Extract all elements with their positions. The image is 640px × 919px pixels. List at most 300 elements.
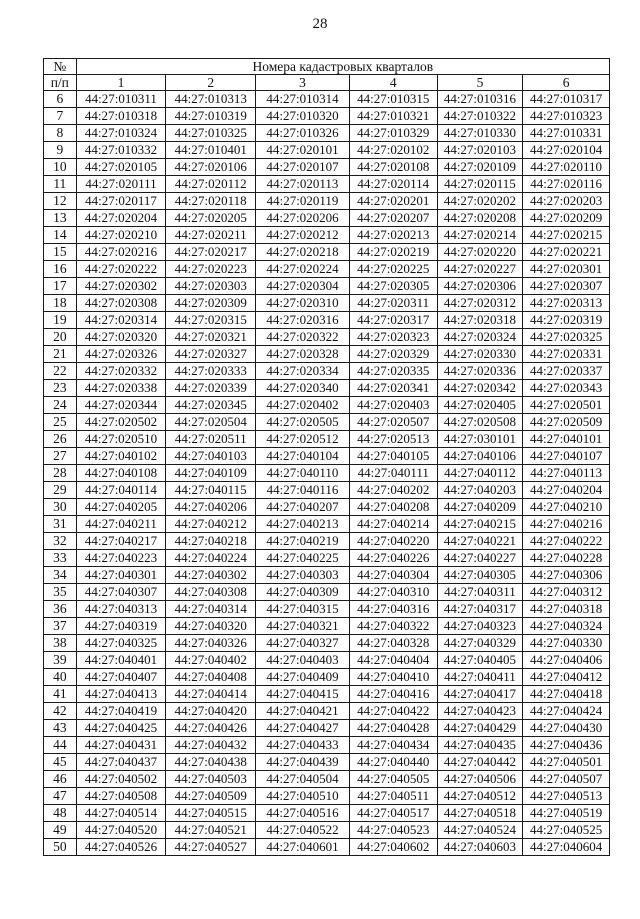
cadastral-number-cell: 44:27:040435 <box>437 737 523 754</box>
cadastral-number-cell: 44:27:040508 <box>76 788 166 805</box>
cadastral-number-cell: 44:27:040524 <box>437 822 523 839</box>
row-number-cell: 30 <box>44 499 77 516</box>
cadastral-number-cell: 44:27:020219 <box>349 244 437 261</box>
num-header-top: № <box>44 59 77 75</box>
cadastral-number-cell: 44:27:020337 <box>523 363 610 380</box>
cadastral-number-cell: 44:27:040220 <box>349 533 437 550</box>
table-row <box>44 295 610 312</box>
row-number-cell: 34 <box>44 567 77 584</box>
table-row <box>44 125 610 142</box>
cadastral-number-cell: 44:27:040403 <box>256 652 350 669</box>
cadastral-number-cell: 44:27:010317 <box>523 91 610 108</box>
table-row <box>44 635 610 652</box>
table-row <box>44 788 610 805</box>
cadastral-number-cell: 44:27:020102 <box>349 142 437 159</box>
cadastral-number-cell: 44:27:040513 <box>523 788 610 805</box>
table-row <box>44 91 610 108</box>
cadastral-number-cell: 44:27:040322 <box>349 618 437 635</box>
cadastral-number-cell: 44:27:040523 <box>349 822 437 839</box>
table-row <box>44 159 610 176</box>
cadastral-number-cell: 44:27:020327 <box>166 346 256 363</box>
cadastral-number-cell: 44:27:040318 <box>523 601 610 618</box>
cadastral-number-cell: 44:27:010319 <box>166 108 256 125</box>
cadastral-number-cell: 44:27:010326 <box>256 125 350 142</box>
cadastral-number-cell: 44:27:010316 <box>437 91 523 108</box>
table-row <box>44 754 610 771</box>
cadastral-number-cell: 44:27:040411 <box>437 669 523 686</box>
cadastral-number-cell: 44:27:010324 <box>76 125 166 142</box>
cadastral-number-cell: 44:27:040442 <box>437 754 523 771</box>
cadastral-number-cell: 44:27:040206 <box>166 499 256 516</box>
table-row <box>44 244 610 261</box>
table-row <box>44 669 610 686</box>
cadastral-number-cell: 44:27:040217 <box>76 533 166 550</box>
cadastral-number-cell: 44:27:040314 <box>166 601 256 618</box>
row-number-cell: 27 <box>44 448 77 465</box>
cadastral-number-cell: 44:27:040433 <box>256 737 350 754</box>
cadastral-number-cell: 44:27:020313 <box>523 295 610 312</box>
cadastral-number-cell: 44:27:020116 <box>523 176 610 193</box>
cadastral-number-cell: 44:27:020223 <box>166 261 256 278</box>
cadastral-number-cell: 44:27:040110 <box>256 465 350 482</box>
cadastral-number-cell: 44:27:040116 <box>256 482 350 499</box>
cadastral-number-cell: 44:27:020335 <box>349 363 437 380</box>
cadastral-number-cell: 44:27:040213 <box>256 516 350 533</box>
row-number-cell: 11 <box>44 176 77 193</box>
table-row <box>44 737 610 754</box>
row-number-cell: 8 <box>44 125 77 142</box>
table-row <box>44 108 610 125</box>
cadastral-number-cell: 44:27:040417 <box>437 686 523 703</box>
table-row <box>44 584 610 601</box>
cadastral-number-cell: 44:27:040418 <box>523 686 610 703</box>
row-number-cell: 16 <box>44 261 77 278</box>
cadastral-number-cell: 44:27:040431 <box>76 737 166 754</box>
num-header-bottom: п/п <box>44 75 77 91</box>
table-row <box>44 312 610 329</box>
cadastral-number-cell: 44:27:040109 <box>166 465 256 482</box>
cadastral-number-cell: 44:27:020218 <box>256 244 350 261</box>
cadastral-number-cell: 44:27:040224 <box>166 550 256 567</box>
table-row <box>44 703 610 720</box>
cadastral-number-cell: 44:27:040329 <box>437 635 523 652</box>
cadastral-number-cell: 44:27:020339 <box>166 380 256 397</box>
row-number-cell: 12 <box>44 193 77 210</box>
cadastral-number-cell: 44:27:040421 <box>256 703 350 720</box>
cadastral-number-cell: 44:27:020340 <box>256 380 350 397</box>
table-row <box>44 805 610 822</box>
cadastral-number-cell: 44:27:040407 <box>76 669 166 686</box>
cadastral-number-cell: 44:27:040518 <box>437 805 523 822</box>
row-number-cell: 20 <box>44 329 77 346</box>
cadastral-number-cell: 44:27:040527 <box>166 839 256 856</box>
cadastral-number-cell: 44:27:040506 <box>437 771 523 788</box>
group-title-header: Номера кадастровых кварталов <box>76 59 609 75</box>
cadastral-number-cell: 44:27:020302 <box>76 278 166 295</box>
cadastral-number-cell: 44:27:040601 <box>256 839 350 856</box>
cadastral-number-cell: 44:27:040304 <box>349 567 437 584</box>
cadastral-number-cell: 44:27:040412 <box>523 669 610 686</box>
cadastral-number-cell: 44:27:040603 <box>437 839 523 856</box>
cadastral-number-cell: 44:27:040316 <box>349 601 437 618</box>
cadastral-number-cell: 44:27:020513 <box>349 431 437 448</box>
table-row <box>44 142 610 159</box>
cadastral-number-cell: 44:27:040429 <box>437 720 523 737</box>
cadastral-number-cell: 44:27:040440 <box>349 754 437 771</box>
table-row <box>44 720 610 737</box>
column-header-1: 1 <box>76 75 166 91</box>
cadastral-number-cell: 44:27:020336 <box>437 363 523 380</box>
table-row <box>44 176 610 193</box>
cadastral-number-cell: 44:27:010322 <box>437 108 523 125</box>
cadastral-number-cell: 44:27:020310 <box>256 295 350 312</box>
cadastral-number-cell: 44:27:020118 <box>166 193 256 210</box>
row-number-cell: 23 <box>44 380 77 397</box>
cadastral-number-cell: 44:27:040313 <box>76 601 166 618</box>
cadastral-number-cell: 44:27:040430 <box>523 720 610 737</box>
cadastral-number-cell: 44:27:040301 <box>76 567 166 584</box>
cadastral-number-cell: 44:27:020331 <box>523 346 610 363</box>
cadastral-number-cell: 44:27:020342 <box>437 380 523 397</box>
cadastral-number-cell: 44:27:020117 <box>76 193 166 210</box>
cadastral-number-cell: 44:27:040101 <box>523 431 610 448</box>
cadastral-number-cell: 44:27:020114 <box>349 176 437 193</box>
cadastral-number-cell: 44:27:040216 <box>523 516 610 533</box>
cadastral-number-cell: 44:27:040321 <box>256 618 350 635</box>
row-number-cell: 49 <box>44 822 77 839</box>
cadastral-number-cell: 44:27:010331 <box>523 125 610 142</box>
cadastral-number-cell: 44:27:040419 <box>76 703 166 720</box>
cadastral-number-cell: 44:27:040515 <box>166 805 256 822</box>
header-row-top <box>44 59 610 75</box>
cadastral-number-cell: 44:27:040225 <box>256 550 350 567</box>
cadastral-number-cell: 44:27:020301 <box>523 261 610 278</box>
cadastral-number-cell: 44:27:040311 <box>437 584 523 601</box>
cadastral-number-cell: 44:27:040210 <box>523 499 610 516</box>
cadastral-number-cell: 44:27:020402 <box>256 397 350 414</box>
cadastral-number-cell: 44:27:020329 <box>349 346 437 363</box>
cadastral-number-cell: 44:27:020111 <box>76 176 166 193</box>
cadastral-number-cell: 44:27:010325 <box>166 125 256 142</box>
cadastral-number-cell: 44:27:020107 <box>256 159 350 176</box>
cadastral-number-cell: 44:27:020205 <box>166 210 256 227</box>
table-row <box>44 567 610 584</box>
cadastral-number-cell: 44:27:040114 <box>76 482 166 499</box>
cadastral-number-cell: 44:27:040219 <box>256 533 350 550</box>
cadastral-number-cell: 44:27:020508 <box>437 414 523 431</box>
cadastral-number-cell: 44:27:040303 <box>256 567 350 584</box>
cadastral-number-cell: 44:27:020109 <box>437 159 523 176</box>
cadastral-number-cell: 44:27:020204 <box>76 210 166 227</box>
cadastral-number-cell: 44:27:040525 <box>523 822 610 839</box>
cadastral-number-cell: 44:27:040439 <box>256 754 350 771</box>
cadastral-number-cell: 44:27:040211 <box>76 516 166 533</box>
row-number-cell: 19 <box>44 312 77 329</box>
cadastral-number-cell: 44:27:010318 <box>76 108 166 125</box>
cadastral-number-cell: 44:27:040424 <box>523 703 610 720</box>
row-number-cell: 44 <box>44 737 77 754</box>
cadastral-number-cell: 44:27:020103 <box>437 142 523 159</box>
cadastral-number-cell: 44:27:020307 <box>523 278 610 295</box>
cadastral-number-cell: 44:27:020203 <box>523 193 610 210</box>
row-number-cell: 35 <box>44 584 77 601</box>
cadastral-number-cell: 44:27:020202 <box>437 193 523 210</box>
column-header-2: 2 <box>166 75 256 91</box>
cadastral-number-cell: 44:27:040215 <box>437 516 523 533</box>
table-row <box>44 465 610 482</box>
cadastral-number-cell: 44:27:040202 <box>349 482 437 499</box>
cadastral-number-cell: 44:27:040420 <box>166 703 256 720</box>
cadastral-number-cell: 44:27:040410 <box>349 669 437 686</box>
cadastral-number-cell: 44:27:020108 <box>349 159 437 176</box>
table-row <box>44 261 610 278</box>
cadastral-number-cell: 44:27:020338 <box>76 380 166 397</box>
cadastral-number-cell: 44:27:020306 <box>437 278 523 295</box>
cadastral-number-cell: 44:27:040308 <box>166 584 256 601</box>
cadastral-number-cell: 44:27:040106 <box>437 448 523 465</box>
cadastral-number-cell: 44:27:040406 <box>523 652 610 669</box>
cadastral-number-cell: 44:27:020305 <box>349 278 437 295</box>
cadastral-number-cell: 44:27:020112 <box>166 176 256 193</box>
cadastral-number-cell: 44:27:040415 <box>256 686 350 703</box>
cadastral-number-cell: 44:27:020504 <box>166 414 256 431</box>
cadastral-number-cell: 44:27:040214 <box>349 516 437 533</box>
row-number-cell: 42 <box>44 703 77 720</box>
cadastral-number-cell: 44:27:040423 <box>437 703 523 720</box>
cadastral-number-cell: 44:27:040517 <box>349 805 437 822</box>
table-row <box>44 839 610 856</box>
cadastral-number-cell: 44:27:040401 <box>76 652 166 669</box>
cadastral-number-cell: 44:27:020321 <box>166 329 256 346</box>
cadastral-number-cell: 44:27:020209 <box>523 210 610 227</box>
cadastral-number-cell: 44:27:040526 <box>76 839 166 856</box>
cadastral-number-cell: 44:27:020304 <box>256 278 350 295</box>
table-row <box>44 652 610 669</box>
cadastral-number-cell: 44:27:020322 <box>256 329 350 346</box>
cadastral-number-cell: 44:27:020507 <box>349 414 437 431</box>
table-row <box>44 448 610 465</box>
cadastral-number-cell: 44:27:020324 <box>437 329 523 346</box>
cadastral-number-cell: 44:27:040323 <box>437 618 523 635</box>
table-row <box>44 431 610 448</box>
cadastral-number-cell: 44:27:040208 <box>349 499 437 516</box>
row-number-cell: 36 <box>44 601 77 618</box>
cadastral-number-cell: 44:27:040305 <box>437 567 523 584</box>
row-number-cell: 41 <box>44 686 77 703</box>
cadastral-number-cell: 44:27:040212 <box>166 516 256 533</box>
cadastral-number-cell: 44:27:040522 <box>256 822 350 839</box>
row-number-cell: 32 <box>44 533 77 550</box>
cadastral-number-cell: 44:27:040324 <box>523 618 610 635</box>
cadastral-number-cell: 44:27:020328 <box>256 346 350 363</box>
cadastral-number-cell: 44:27:040112 <box>437 465 523 482</box>
cadastral-number-cell: 44:27:040315 <box>256 601 350 618</box>
cadastral-number-cell: 44:27:020106 <box>166 159 256 176</box>
cadastral-number-cell: 44:27:020318 <box>437 312 523 329</box>
cadastral-number-cell: 44:27:020216 <box>76 244 166 261</box>
cadastral-number-cell: 44:27:040115 <box>166 482 256 499</box>
cadastral-number-cell: 44:27:020505 <box>256 414 350 431</box>
cadastral-number-cell: 44:27:040519 <box>523 805 610 822</box>
row-number-cell: 21 <box>44 346 77 363</box>
cadastral-number-cell: 44:27:020220 <box>437 244 523 261</box>
cadastral-number-cell: 44:27:020113 <box>256 176 350 193</box>
cadastral-quarters-table <box>43 58 610 856</box>
cadastral-number-cell: 44:27:030101 <box>437 431 523 448</box>
table-row <box>44 601 610 618</box>
cadastral-number-cell: 44:27:040204 <box>523 482 610 499</box>
cadastral-number-cell: 44:27:040426 <box>166 720 256 737</box>
cadastral-number-cell: 44:27:020215 <box>523 227 610 244</box>
cadastral-number-cell: 44:27:040408 <box>166 669 256 686</box>
row-number-cell: 45 <box>44 754 77 771</box>
row-number-cell: 6 <box>44 91 77 108</box>
row-number-cell: 17 <box>44 278 77 295</box>
cadastral-number-cell: 44:27:040604 <box>523 839 610 856</box>
table-row <box>44 346 610 363</box>
cadastral-number-cell: 44:27:040409 <box>256 669 350 686</box>
cadastral-number-cell: 44:27:040501 <box>523 754 610 771</box>
row-number-cell: 40 <box>44 669 77 686</box>
cadastral-number-cell: 44:27:040509 <box>166 788 256 805</box>
cadastral-number-cell: 44:27:040438 <box>166 754 256 771</box>
row-number-cell: 46 <box>44 771 77 788</box>
cadastral-number-cell: 44:27:020211 <box>166 227 256 244</box>
cadastral-number-cell: 44:27:010313 <box>166 91 256 108</box>
row-number-cell: 14 <box>44 227 77 244</box>
row-number-cell: 48 <box>44 805 77 822</box>
cadastral-number-cell: 44:27:020502 <box>76 414 166 431</box>
cadastral-number-cell: 44:27:040103 <box>166 448 256 465</box>
cadastral-number-cell: 44:27:040113 <box>523 465 610 482</box>
table-row <box>44 822 610 839</box>
cadastral-number-cell: 44:27:010401 <box>166 142 256 159</box>
cadastral-number-cell: 44:27:020320 <box>76 329 166 346</box>
cadastral-number-cell: 44:27:040226 <box>349 550 437 567</box>
cadastral-number-cell: 44:27:010323 <box>523 108 610 125</box>
cadastral-number-cell: 44:27:040307 <box>76 584 166 601</box>
table-row <box>44 278 610 295</box>
cadastral-number-cell: 44:27:020308 <box>76 295 166 312</box>
row-number-cell: 13 <box>44 210 77 227</box>
cadastral-number-cell: 44:27:020325 <box>523 329 610 346</box>
cadastral-number-cell: 44:27:040319 <box>76 618 166 635</box>
cadastral-number-cell: 44:27:040405 <box>437 652 523 669</box>
cadastral-number-cell: 44:27:020212 <box>256 227 350 244</box>
cadastral-number-cell: 44:27:020311 <box>349 295 437 312</box>
cadastral-number-cell: 44:27:040207 <box>256 499 350 516</box>
cadastral-number-cell: 44:27:020330 <box>437 346 523 363</box>
cadastral-number-cell: 44:27:020224 <box>256 261 350 278</box>
table-row <box>44 550 610 567</box>
cadastral-number-cell: 44:27:020110 <box>523 159 610 176</box>
column-header-6: 6 <box>523 75 610 91</box>
cadastral-number-cell: 44:27:040223 <box>76 550 166 567</box>
cadastral-number-cell: 44:27:020105 <box>76 159 166 176</box>
row-number-cell: 9 <box>44 142 77 159</box>
cadastral-number-cell: 44:27:020206 <box>256 210 350 227</box>
table-row <box>44 397 610 414</box>
row-number-cell: 28 <box>44 465 77 482</box>
cadastral-number-cell: 44:27:020509 <box>523 414 610 431</box>
table-row <box>44 686 610 703</box>
cadastral-number-cell: 44:27:040309 <box>256 584 350 601</box>
cadastral-number-cell: 44:27:040328 <box>349 635 437 652</box>
cadastral-number-cell: 44:27:020334 <box>256 363 350 380</box>
cadastral-number-cell: 44:27:020333 <box>166 363 256 380</box>
cadastral-number-cell: 44:27:020227 <box>437 261 523 278</box>
cadastral-number-cell: 44:27:040422 <box>349 703 437 720</box>
row-number-cell: 26 <box>44 431 77 448</box>
cadastral-number-cell: 44:27:040520 <box>76 822 166 839</box>
cadastral-number-cell: 44:27:040227 <box>437 550 523 567</box>
cadastral-number-cell: 44:27:040105 <box>349 448 437 465</box>
cadastral-number-cell: 44:27:020207 <box>349 210 437 227</box>
cadastral-number-cell: 44:27:040102 <box>76 448 166 465</box>
cadastral-number-cell: 44:27:010332 <box>76 142 166 159</box>
cadastral-number-cell: 44:27:040502 <box>76 771 166 788</box>
table-row <box>44 193 610 210</box>
row-number-cell: 29 <box>44 482 77 499</box>
table-row <box>44 499 610 516</box>
cadastral-number-cell: 44:27:020405 <box>437 397 523 414</box>
cadastral-number-cell: 44:27:040107 <box>523 448 610 465</box>
table-row <box>44 210 610 227</box>
table-row <box>44 771 610 788</box>
table-row <box>44 414 610 431</box>
cadastral-number-cell: 44:27:010315 <box>349 91 437 108</box>
cadastral-number-cell: 44:27:020344 <box>76 397 166 414</box>
row-number-cell: 18 <box>44 295 77 312</box>
cadastral-number-cell: 44:27:010314 <box>256 91 350 108</box>
cadastral-number-cell: 44:27:040434 <box>349 737 437 754</box>
row-number-cell: 31 <box>44 516 77 533</box>
table-row <box>44 482 610 499</box>
cadastral-number-cell: 44:27:040302 <box>166 567 256 584</box>
cadastral-number-cell: 44:27:040325 <box>76 635 166 652</box>
cadastral-number-cell: 44:27:040404 <box>349 652 437 669</box>
row-number-cell: 37 <box>44 618 77 635</box>
cadastral-number-cell: 44:27:020501 <box>523 397 610 414</box>
cadastral-number-cell: 44:27:040512 <box>437 788 523 805</box>
cadastral-number-cell: 44:27:020317 <box>349 312 437 329</box>
row-number-cell: 50 <box>44 839 77 856</box>
cadastral-number-cell: 44:27:020326 <box>76 346 166 363</box>
row-number-cell: 33 <box>44 550 77 567</box>
cadastral-number-cell: 44:27:020104 <box>523 142 610 159</box>
table-row <box>44 618 610 635</box>
cadastral-number-cell: 44:27:040222 <box>523 533 610 550</box>
row-number-cell: 22 <box>44 363 77 380</box>
cadastral-number-cell: 44:27:020101 <box>256 142 350 159</box>
row-number-cell: 15 <box>44 244 77 261</box>
row-number-cell: 24 <box>44 397 77 414</box>
cadastral-number-cell: 44:27:020312 <box>437 295 523 312</box>
column-header-3: 3 <box>256 75 350 91</box>
cadastral-number-cell: 44:27:040416 <box>349 686 437 703</box>
page-number: 28 <box>312 16 328 32</box>
cadastral-number-cell: 44:27:020345 <box>166 397 256 414</box>
cadastral-number-cell: 44:27:020217 <box>166 244 256 261</box>
cadastral-number-cell: 44:27:020201 <box>349 193 437 210</box>
table-row <box>44 227 610 244</box>
cadastral-number-cell: 44:27:040511 <box>349 788 437 805</box>
table-row <box>44 533 610 550</box>
column-header-4: 4 <box>349 75 437 91</box>
table-header <box>44 59 610 91</box>
cadastral-number-cell: 44:27:040402 <box>166 652 256 669</box>
cadastral-number-cell: 44:27:040504 <box>256 771 350 788</box>
